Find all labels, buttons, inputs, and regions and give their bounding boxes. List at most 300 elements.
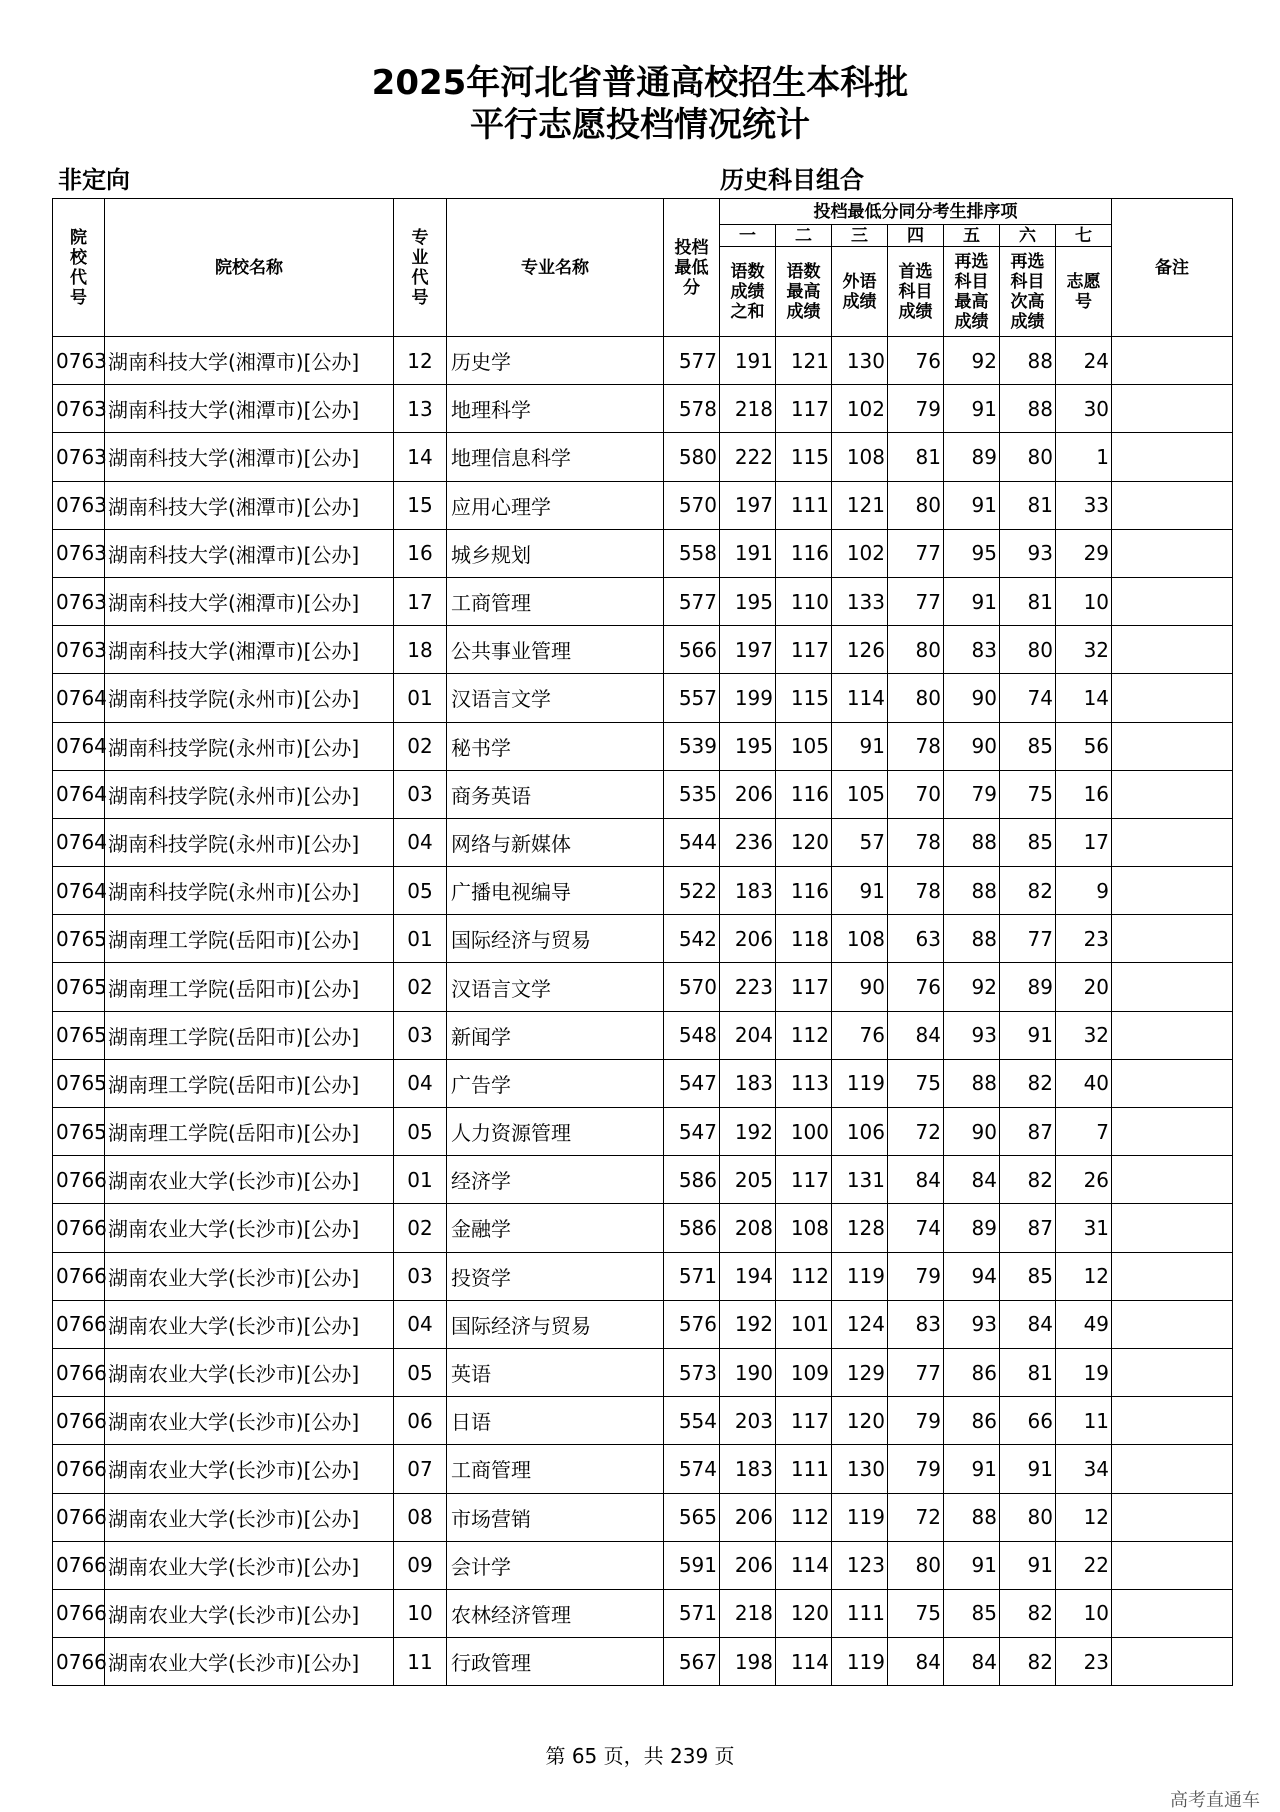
cell-school-name: 湖南科技大学(湘潭市)[公办] xyxy=(105,577,394,625)
cell-school-code: 0765 xyxy=(53,963,105,1011)
cell-s3: 128 xyxy=(832,1204,888,1252)
cell-s7: 32 xyxy=(1056,626,1112,674)
cell-min-score: 577 xyxy=(664,337,720,385)
cell-school-code: 0764 xyxy=(53,722,105,770)
cell-school-code: 0766 xyxy=(53,1445,105,1493)
cell-s7: 33 xyxy=(1056,481,1112,529)
cell-min-score: 542 xyxy=(664,915,720,963)
cell-major-code: 02 xyxy=(394,963,447,1011)
cell-s6: 82 xyxy=(1000,1638,1056,1686)
cell-school-name: 湖南理工学院(岳阳市)[公办] xyxy=(105,1108,394,1156)
cell-s2: 111 xyxy=(776,1445,832,1493)
table-row xyxy=(53,915,1233,963)
cell-min-score: 570 xyxy=(664,963,720,1011)
cell-school-name: 湖南农业大学(长沙市)[公办] xyxy=(105,1156,394,1204)
cell-remark xyxy=(1112,577,1233,625)
cell-major-name: 金融学 xyxy=(447,1204,664,1252)
cell-school-name: 湖南农业大学(长沙市)[公办] xyxy=(105,1300,394,1348)
cell-s3: 114 xyxy=(832,674,888,722)
cell-school-code: 0765 xyxy=(53,1108,105,1156)
cell-s6: 91 xyxy=(1000,1445,1056,1493)
cell-s4: 72 xyxy=(888,1108,944,1156)
cell-school-code: 0766 xyxy=(53,1156,105,1204)
cell-major-code: 01 xyxy=(394,674,447,722)
table-row xyxy=(53,337,1233,385)
cell-min-score: 565 xyxy=(664,1493,720,1541)
cell-school-code: 0766 xyxy=(53,1204,105,1252)
cell-s2: 113 xyxy=(776,1059,832,1107)
header-n7: 七 xyxy=(1056,225,1112,247)
cell-s5: 88 xyxy=(944,1493,1000,1541)
cell-school-name: 湖南农业大学(长沙市)[公办] xyxy=(105,1541,394,1589)
cell-s7: 29 xyxy=(1056,529,1112,577)
cell-remark xyxy=(1112,867,1233,915)
cell-s4: 78 xyxy=(888,818,944,866)
cell-remark xyxy=(1112,481,1233,529)
cell-s1: 195 xyxy=(720,722,776,770)
cell-s3: 106 xyxy=(832,1108,888,1156)
cell-school-code: 0766 xyxy=(53,1348,105,1396)
table-row xyxy=(53,770,1233,818)
cell-s5: 86 xyxy=(944,1397,1000,1445)
cell-s2: 115 xyxy=(776,674,832,722)
cell-remark xyxy=(1112,385,1233,433)
table-row xyxy=(53,722,1233,770)
cell-major-code: 04 xyxy=(394,1059,447,1107)
cell-s4: 79 xyxy=(888,1397,944,1445)
cell-s6: 87 xyxy=(1000,1108,1056,1156)
cell-major-name: 汉语言文学 xyxy=(447,963,664,1011)
cell-s2: 111 xyxy=(776,481,832,529)
cell-s6: 80 xyxy=(1000,433,1056,481)
cell-s4: 78 xyxy=(888,867,944,915)
cell-major-name: 广告学 xyxy=(447,1059,664,1107)
cell-s3: 91 xyxy=(832,722,888,770)
cell-s3: 119 xyxy=(832,1252,888,1300)
cell-s2: 112 xyxy=(776,1011,832,1059)
table-row xyxy=(53,529,1233,577)
header-n3: 三 xyxy=(832,225,888,247)
cell-remark xyxy=(1112,1108,1233,1156)
table-row xyxy=(53,1638,1233,1686)
cell-s7: 10 xyxy=(1056,577,1112,625)
cell-s5: 88 xyxy=(944,915,1000,963)
cell-major-name: 工商管理 xyxy=(447,577,664,625)
cell-s5: 91 xyxy=(944,385,1000,433)
table-row xyxy=(53,674,1233,722)
cell-s3: 76 xyxy=(832,1011,888,1059)
cell-school-name: 湖南科技学院(永州市)[公办] xyxy=(105,770,394,818)
cell-s6: 74 xyxy=(1000,674,1056,722)
table-row xyxy=(53,1252,1233,1300)
cell-major-name: 历史学 xyxy=(447,337,664,385)
cell-major-code: 06 xyxy=(394,1397,447,1445)
cell-school-code: 0763 xyxy=(53,626,105,674)
cell-major-code: 07 xyxy=(394,1445,447,1493)
cell-s2: 120 xyxy=(776,818,832,866)
cell-s5: 84 xyxy=(944,1638,1000,1686)
header-s5: 再选科目最高成绩 xyxy=(944,247,1000,337)
cell-s4: 77 xyxy=(888,529,944,577)
cell-school-code: 0766 xyxy=(53,1252,105,1300)
cell-s1: 222 xyxy=(720,433,776,481)
category-label: 非定向 xyxy=(58,166,130,194)
table-row xyxy=(53,1204,1233,1252)
cell-major-code: 05 xyxy=(394,1348,447,1396)
cell-school-code: 0766 xyxy=(53,1493,105,1541)
cell-major-code: 12 xyxy=(394,337,447,385)
cell-major-name: 商务英语 xyxy=(447,770,664,818)
cell-s1: 198 xyxy=(720,1638,776,1686)
cell-major-code: 04 xyxy=(394,1300,447,1348)
cell-major-name: 日语 xyxy=(447,1397,664,1445)
cell-s2: 116 xyxy=(776,529,832,577)
table-row xyxy=(53,433,1233,481)
table-row xyxy=(53,1493,1233,1541)
cell-major-code: 05 xyxy=(394,867,447,915)
header-n4: 四 xyxy=(888,225,944,247)
cell-s2: 118 xyxy=(776,915,832,963)
cell-school-name: 湖南理工学院(岳阳市)[公办] xyxy=(105,915,394,963)
cell-s6: 88 xyxy=(1000,337,1056,385)
cell-s7: 7 xyxy=(1056,1108,1112,1156)
cell-s4: 80 xyxy=(888,674,944,722)
cell-s4: 83 xyxy=(888,1300,944,1348)
cell-s7: 12 xyxy=(1056,1493,1112,1541)
cell-s5: 88 xyxy=(944,818,1000,866)
cell-remark xyxy=(1112,626,1233,674)
cell-s7: 31 xyxy=(1056,1204,1112,1252)
cell-s4: 63 xyxy=(888,915,944,963)
cell-school-name: 湖南农业大学(长沙市)[公办] xyxy=(105,1397,394,1445)
cell-s5: 91 xyxy=(944,481,1000,529)
cell-major-code: 10 xyxy=(394,1589,447,1637)
cell-min-score: 586 xyxy=(664,1204,720,1252)
header-remark: 备注 xyxy=(1112,199,1233,337)
cell-s7: 17 xyxy=(1056,818,1112,866)
cell-major-code: 13 xyxy=(394,385,447,433)
cell-s6: 91 xyxy=(1000,1541,1056,1589)
cell-remark xyxy=(1112,1011,1233,1059)
cell-school-name: 湖南农业大学(长沙市)[公办] xyxy=(105,1589,394,1637)
cell-s6: 89 xyxy=(1000,963,1056,1011)
cell-min-score: 558 xyxy=(664,529,720,577)
table-row xyxy=(53,577,1233,625)
cell-s3: 111 xyxy=(832,1589,888,1637)
cell-s1: 206 xyxy=(720,1541,776,1589)
cell-school-name: 湖南农业大学(长沙市)[公办] xyxy=(105,1493,394,1541)
cell-s6: 84 xyxy=(1000,1300,1056,1348)
cell-s4: 79 xyxy=(888,385,944,433)
cell-s4: 76 xyxy=(888,963,944,1011)
cell-school-name: 湖南科技大学(湘潭市)[公办] xyxy=(105,481,394,529)
cell-school-name: 湖南科技大学(湘潭市)[公办] xyxy=(105,337,394,385)
cell-remark xyxy=(1112,1348,1233,1396)
cell-remark xyxy=(1112,1541,1233,1589)
cell-s3: 130 xyxy=(832,337,888,385)
cell-remark xyxy=(1112,1059,1233,1107)
cell-s4: 75 xyxy=(888,1059,944,1107)
cell-s6: 88 xyxy=(1000,385,1056,433)
cell-school-name: 湖南科技大学(湘潭市)[公办] xyxy=(105,529,394,577)
cell-major-code: 02 xyxy=(394,1204,447,1252)
cell-s4: 74 xyxy=(888,1204,944,1252)
cell-school-code: 0766 xyxy=(53,1397,105,1445)
cell-min-score: 591 xyxy=(664,1541,720,1589)
cell-school-name: 湖南农业大学(长沙市)[公办] xyxy=(105,1445,394,1493)
cell-s3: 102 xyxy=(832,385,888,433)
cell-s1: 197 xyxy=(720,626,776,674)
cell-s1: 206 xyxy=(720,915,776,963)
cell-s3: 130 xyxy=(832,1445,888,1493)
header-s4: 首选科目成绩 xyxy=(888,247,944,337)
cell-s7: 56 xyxy=(1056,722,1112,770)
cell-s7: 40 xyxy=(1056,1059,1112,1107)
cell-major-name: 英语 xyxy=(447,1348,664,1396)
table-row xyxy=(53,818,1233,866)
cell-s5: 90 xyxy=(944,722,1000,770)
cell-s2: 105 xyxy=(776,722,832,770)
cell-s2: 110 xyxy=(776,577,832,625)
cell-s7: 23 xyxy=(1056,915,1112,963)
cell-s2: 116 xyxy=(776,770,832,818)
cell-min-score: 539 xyxy=(664,722,720,770)
cell-s1: 199 xyxy=(720,674,776,722)
cell-s6: 82 xyxy=(1000,1059,1056,1107)
cell-major-name: 工商管理 xyxy=(447,1445,664,1493)
cell-s3: 131 xyxy=(832,1156,888,1204)
cell-major-code: 02 xyxy=(394,722,447,770)
cell-remark xyxy=(1112,1589,1233,1637)
cell-s5: 93 xyxy=(944,1011,1000,1059)
cell-s1: 218 xyxy=(720,1589,776,1637)
cell-s2: 117 xyxy=(776,1397,832,1445)
cell-s5: 90 xyxy=(944,1108,1000,1156)
cell-major-name: 市场营销 xyxy=(447,1493,664,1541)
cell-s3: 123 xyxy=(832,1541,888,1589)
cell-s1: 208 xyxy=(720,1204,776,1252)
cell-s2: 101 xyxy=(776,1300,832,1348)
cell-major-name: 行政管理 xyxy=(447,1638,664,1686)
header-school-name: 院校名称 xyxy=(105,199,394,337)
table-row xyxy=(53,385,1233,433)
table-row xyxy=(53,1300,1233,1348)
cell-s3: 121 xyxy=(832,481,888,529)
cell-min-score: 557 xyxy=(664,674,720,722)
cell-s7: 30 xyxy=(1056,385,1112,433)
cell-s2: 109 xyxy=(776,1348,832,1396)
cell-school-code: 0765 xyxy=(53,1059,105,1107)
cell-major-name: 地理信息科学 xyxy=(447,433,664,481)
cell-major-name: 城乡规划 xyxy=(447,529,664,577)
cell-s3: 119 xyxy=(832,1638,888,1686)
cell-s6: 81 xyxy=(1000,1348,1056,1396)
cell-major-name: 汉语言文学 xyxy=(447,674,664,722)
cell-s6: 93 xyxy=(1000,529,1056,577)
cell-s5: 92 xyxy=(944,337,1000,385)
admission-table xyxy=(52,198,1233,1686)
cell-major-name: 地理科学 xyxy=(447,385,664,433)
cell-s7: 12 xyxy=(1056,1252,1112,1300)
cell-major-name: 应用心理学 xyxy=(447,481,664,529)
table-row xyxy=(53,963,1233,1011)
table-row xyxy=(53,1589,1233,1637)
cell-min-score: 554 xyxy=(664,1397,720,1445)
cell-s4: 84 xyxy=(888,1156,944,1204)
cell-s2: 117 xyxy=(776,385,832,433)
cell-s6: 91 xyxy=(1000,1011,1056,1059)
cell-s1: 203 xyxy=(720,1397,776,1445)
header-s1: 语数成绩之和 xyxy=(720,247,776,337)
cell-remark xyxy=(1112,1493,1233,1541)
cell-major-code: 15 xyxy=(394,481,447,529)
cell-s3: 119 xyxy=(832,1493,888,1541)
cell-s2: 114 xyxy=(776,1638,832,1686)
cell-s4: 80 xyxy=(888,626,944,674)
cell-major-code: 01 xyxy=(394,915,447,963)
header-n6: 六 xyxy=(1000,225,1056,247)
cell-major-code: 11 xyxy=(394,1638,447,1686)
cell-s1: 191 xyxy=(720,337,776,385)
cell-s4: 76 xyxy=(888,337,944,385)
cell-s5: 89 xyxy=(944,1204,1000,1252)
header-major-name: 专业名称 xyxy=(447,199,664,337)
cell-s1: 223 xyxy=(720,963,776,1011)
cell-s1: 194 xyxy=(720,1252,776,1300)
table-body xyxy=(53,337,1233,1686)
cell-school-code: 0765 xyxy=(53,915,105,963)
cell-s2: 117 xyxy=(776,1156,832,1204)
cell-school-name: 湖南科技大学(湘潭市)[公办] xyxy=(105,433,394,481)
cell-s3: 57 xyxy=(832,818,888,866)
table-row xyxy=(53,1445,1233,1493)
cell-min-score: 573 xyxy=(664,1348,720,1396)
table-row xyxy=(53,1059,1233,1107)
page-title-line2: 平行志愿投档情况统计 xyxy=(470,105,810,145)
cell-remark xyxy=(1112,818,1233,866)
cell-school-code: 0764 xyxy=(53,867,105,915)
watermark: 高考直通车 xyxy=(1170,1790,1260,1811)
cell-s2: 117 xyxy=(776,626,832,674)
cell-s6: 77 xyxy=(1000,915,1056,963)
cell-s1: 195 xyxy=(720,577,776,625)
cell-school-name: 湖南科技学院(永州市)[公办] xyxy=(105,722,394,770)
cell-s6: 81 xyxy=(1000,577,1056,625)
cell-major-code: 03 xyxy=(394,1011,447,1059)
cell-s4: 80 xyxy=(888,481,944,529)
cell-s4: 70 xyxy=(888,770,944,818)
cell-s4: 79 xyxy=(888,1445,944,1493)
cell-s6: 66 xyxy=(1000,1397,1056,1445)
cell-s7: 9 xyxy=(1056,867,1112,915)
cell-school-code: 0763 xyxy=(53,433,105,481)
cell-s2: 100 xyxy=(776,1108,832,1156)
cell-s1: 183 xyxy=(720,867,776,915)
cell-school-code: 0765 xyxy=(53,1011,105,1059)
cell-s2: 112 xyxy=(776,1493,832,1541)
cell-school-name: 湖南科技大学(湘潭市)[公办] xyxy=(105,385,394,433)
cell-s3: 105 xyxy=(832,770,888,818)
cell-s7: 1 xyxy=(1056,433,1112,481)
cell-major-name: 农林经济管理 xyxy=(447,1589,664,1637)
cell-s2: 120 xyxy=(776,1589,832,1637)
cell-major-name: 经济学 xyxy=(447,1156,664,1204)
cell-s5: 93 xyxy=(944,1300,1000,1348)
cell-s7: 14 xyxy=(1056,674,1112,722)
table-row xyxy=(53,1348,1233,1396)
cell-school-name: 湖南科技大学(湘潭市)[公办] xyxy=(105,626,394,674)
cell-min-score: 567 xyxy=(664,1638,720,1686)
cell-remark xyxy=(1112,529,1233,577)
cell-major-code: 14 xyxy=(394,433,447,481)
cell-school-name: 湖南理工学院(岳阳市)[公办] xyxy=(105,1011,394,1059)
cell-major-code: 09 xyxy=(394,1541,447,1589)
cell-school-code: 0763 xyxy=(53,529,105,577)
cell-s1: 190 xyxy=(720,1348,776,1396)
cell-s3: 119 xyxy=(832,1059,888,1107)
header-school-code: 院校代号 xyxy=(53,199,105,337)
cell-school-code: 0763 xyxy=(53,577,105,625)
cell-min-score: 577 xyxy=(664,577,720,625)
cell-s4: 72 xyxy=(888,1493,944,1541)
cell-s3: 133 xyxy=(832,577,888,625)
cell-school-code: 0763 xyxy=(53,385,105,433)
cell-s3: 108 xyxy=(832,915,888,963)
cell-min-score: 535 xyxy=(664,770,720,818)
cell-s7: 23 xyxy=(1056,1638,1112,1686)
cell-s1: 192 xyxy=(720,1300,776,1348)
cell-s5: 90 xyxy=(944,674,1000,722)
cell-s6: 75 xyxy=(1000,770,1056,818)
cell-school-code: 0766 xyxy=(53,1541,105,1589)
cell-school-name: 湖南科技学院(永州市)[公办] xyxy=(105,867,394,915)
cell-remark xyxy=(1112,1156,1233,1204)
cell-s5: 88 xyxy=(944,1059,1000,1107)
cell-remark xyxy=(1112,1204,1233,1252)
cell-major-code: 05 xyxy=(394,1108,447,1156)
cell-remark xyxy=(1112,722,1233,770)
header-n1: 一 xyxy=(720,225,776,247)
header-s2: 语数最高成绩 xyxy=(776,247,832,337)
cell-major-name: 网络与新媒体 xyxy=(447,818,664,866)
cell-min-score: 580 xyxy=(664,433,720,481)
cell-s4: 81 xyxy=(888,433,944,481)
cell-s1: 204 xyxy=(720,1011,776,1059)
cell-s3: 126 xyxy=(832,626,888,674)
cell-s4: 79 xyxy=(888,1252,944,1300)
cell-school-code: 0763 xyxy=(53,337,105,385)
cell-remark xyxy=(1112,337,1233,385)
cell-s2: 115 xyxy=(776,433,832,481)
cell-remark xyxy=(1112,1397,1233,1445)
cell-s6: 82 xyxy=(1000,867,1056,915)
cell-major-name: 会计学 xyxy=(447,1541,664,1589)
cell-s7: 22 xyxy=(1056,1541,1112,1589)
cell-min-score: 571 xyxy=(664,1252,720,1300)
cell-school-name: 湖南理工学院(岳阳市)[公办] xyxy=(105,1059,394,1107)
cell-s6: 82 xyxy=(1000,1156,1056,1204)
cell-s6: 87 xyxy=(1000,1204,1056,1252)
table-row xyxy=(53,626,1233,674)
cell-s6: 80 xyxy=(1000,626,1056,674)
cell-school-code: 0766 xyxy=(53,1300,105,1348)
cell-s3: 108 xyxy=(832,433,888,481)
cell-school-name: 湖南科技学院(永州市)[公办] xyxy=(105,674,394,722)
cell-s4: 84 xyxy=(888,1638,944,1686)
cell-s5: 94 xyxy=(944,1252,1000,1300)
cell-s1: 192 xyxy=(720,1108,776,1156)
cell-s3: 102 xyxy=(832,529,888,577)
